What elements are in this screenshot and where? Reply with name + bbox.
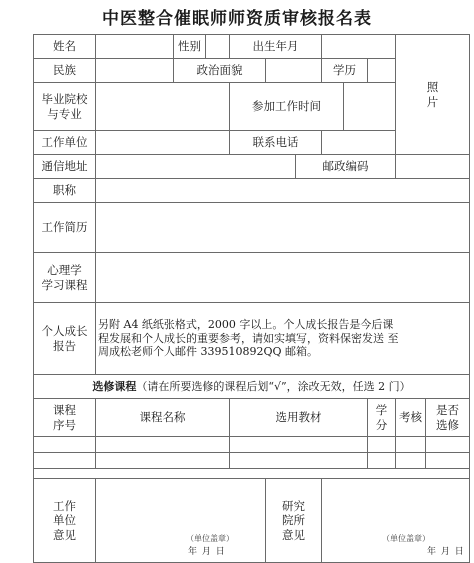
elective-courses-title-bold: 选修课程 xyxy=(92,379,137,393)
work-unit-opinion-label-3: 意见 xyxy=(53,527,76,542)
work-unit-opinion-field[interactable] xyxy=(96,479,266,563)
course-credit-header-2: 分 xyxy=(375,417,388,432)
psych-courses-label xyxy=(34,253,96,303)
report-label xyxy=(34,303,96,375)
ethnicity-field[interactable] xyxy=(96,59,174,83)
work-unit-date: 年 月 日 xyxy=(188,546,226,557)
course-row xyxy=(34,437,470,453)
photo-label-1: 照 xyxy=(426,80,439,95)
course-exam-header: 考核 xyxy=(396,399,426,437)
psych-courses-field[interactable] xyxy=(96,253,470,303)
course-elective-header-2: 选修 xyxy=(436,417,460,432)
school-label-1: 毕业院校 xyxy=(41,92,88,107)
course-code-header-1: 课程 xyxy=(53,403,76,418)
employer-label: 工作单位 xyxy=(34,131,96,155)
work-start-label: 参加工作时间 xyxy=(230,83,344,131)
spacer-row xyxy=(34,469,470,479)
work-start-field[interactable] xyxy=(344,83,396,131)
research-stamp-note: （单位盖章） xyxy=(382,534,430,543)
name-field[interactable] xyxy=(96,35,174,59)
work-history-field[interactable] xyxy=(96,203,470,253)
elective-courses-title-note: （请在所要选修的课程后划“√”，涂改无效，任选 2 门） xyxy=(136,379,411,393)
photo-box[interactable] xyxy=(396,35,470,155)
photo-label-2: 片 xyxy=(426,94,439,109)
report-notice-line-1: 另附 A4 纸纸张格式，2000 字以上。个人成长报告是今后课 xyxy=(98,317,394,331)
course-row-name[interactable] xyxy=(96,453,230,469)
report-label-2: 报告 xyxy=(53,338,76,353)
course-row-textbook[interactable] xyxy=(230,453,368,469)
report-notice xyxy=(96,303,470,375)
political-field[interactable] xyxy=(266,59,322,83)
ethnicity-label: 民族 xyxy=(34,59,96,83)
school-label-2: 与专业 xyxy=(47,106,82,121)
school-label xyxy=(34,83,96,131)
course-row xyxy=(34,453,470,469)
birth-field[interactable] xyxy=(322,35,396,59)
course-row-code[interactable] xyxy=(34,453,96,469)
phone-field[interactable] xyxy=(322,131,396,155)
name-label: 姓名 xyxy=(34,35,96,59)
course-code-header xyxy=(34,399,96,437)
work-unit-stamp-note: （单位盖章） xyxy=(186,534,234,543)
work-unit-opinion-label-1: 工作 xyxy=(53,498,76,513)
work-unit-opinion-label xyxy=(34,479,96,563)
course-credit-header-1: 学 xyxy=(375,403,388,418)
elective-courses-title xyxy=(34,375,470,399)
gender-label: 性别 xyxy=(174,35,206,59)
title-rank-label: 职称 xyxy=(34,179,96,203)
address-field[interactable] xyxy=(96,155,296,179)
research-opinion-label-2: 院所 xyxy=(282,513,305,528)
postcode-field[interactable] xyxy=(396,155,470,179)
course-row-credit[interactable] xyxy=(368,437,396,453)
research-opinion-field[interactable] xyxy=(322,479,470,563)
research-opinion-label-1: 研究 xyxy=(282,498,305,513)
course-row-credit[interactable] xyxy=(368,453,396,469)
course-row-name[interactable] xyxy=(96,437,230,453)
report-notice-line-2: 程发展和个人成长的重要参考，请如实填写，资料保密发送 至 xyxy=(98,331,399,345)
course-name-header: 课程名称 xyxy=(96,399,230,437)
course-row-exam[interactable] xyxy=(396,453,426,469)
registration-form-table xyxy=(33,34,470,563)
employer-field[interactable] xyxy=(96,131,230,155)
education-field[interactable] xyxy=(368,59,396,83)
political-label: 政治面貌 xyxy=(174,59,266,83)
course-row-exam[interactable] xyxy=(396,437,426,453)
course-row-elective[interactable] xyxy=(426,453,470,469)
report-notice-line-3: 周成松老师个人邮件 339510892QQ 邮箱。 xyxy=(98,345,319,359)
education-label: 学历 xyxy=(322,59,368,83)
research-date: 年 月 日 xyxy=(427,546,465,557)
work-history-label: 工作简历 xyxy=(34,203,96,253)
birth-label: 出生年月 xyxy=(230,35,322,59)
phone-label: 联系电话 xyxy=(230,131,322,155)
course-credit-header xyxy=(368,399,396,437)
address-label: 通信地址 xyxy=(34,155,96,179)
course-elective-header xyxy=(426,399,470,437)
course-elective-header-1: 是否 xyxy=(436,403,460,418)
postcode-label: 邮政编码 xyxy=(296,155,396,179)
school-field[interactable] xyxy=(96,83,230,131)
work-unit-opinion-label-2: 单位 xyxy=(53,513,76,528)
title-rank-field[interactable] xyxy=(96,179,470,203)
course-row-elective[interactable] xyxy=(426,437,470,453)
psych-label-2: 学习课程 xyxy=(41,277,88,292)
course-row-textbook[interactable] xyxy=(230,437,368,453)
course-row-code[interactable] xyxy=(34,437,96,453)
research-opinion-label-3: 意见 xyxy=(282,527,305,542)
course-textbook-header: 选用教材 xyxy=(230,399,368,437)
research-opinion-label xyxy=(266,479,322,563)
form-title: 中医整合催眠师师资质审核报名表 xyxy=(102,9,372,29)
course-code-header-2: 序号 xyxy=(53,417,76,432)
report-label-1: 个人成长 xyxy=(41,324,88,339)
psych-label-1: 心理学 xyxy=(47,263,82,278)
gender-field[interactable] xyxy=(206,35,230,59)
